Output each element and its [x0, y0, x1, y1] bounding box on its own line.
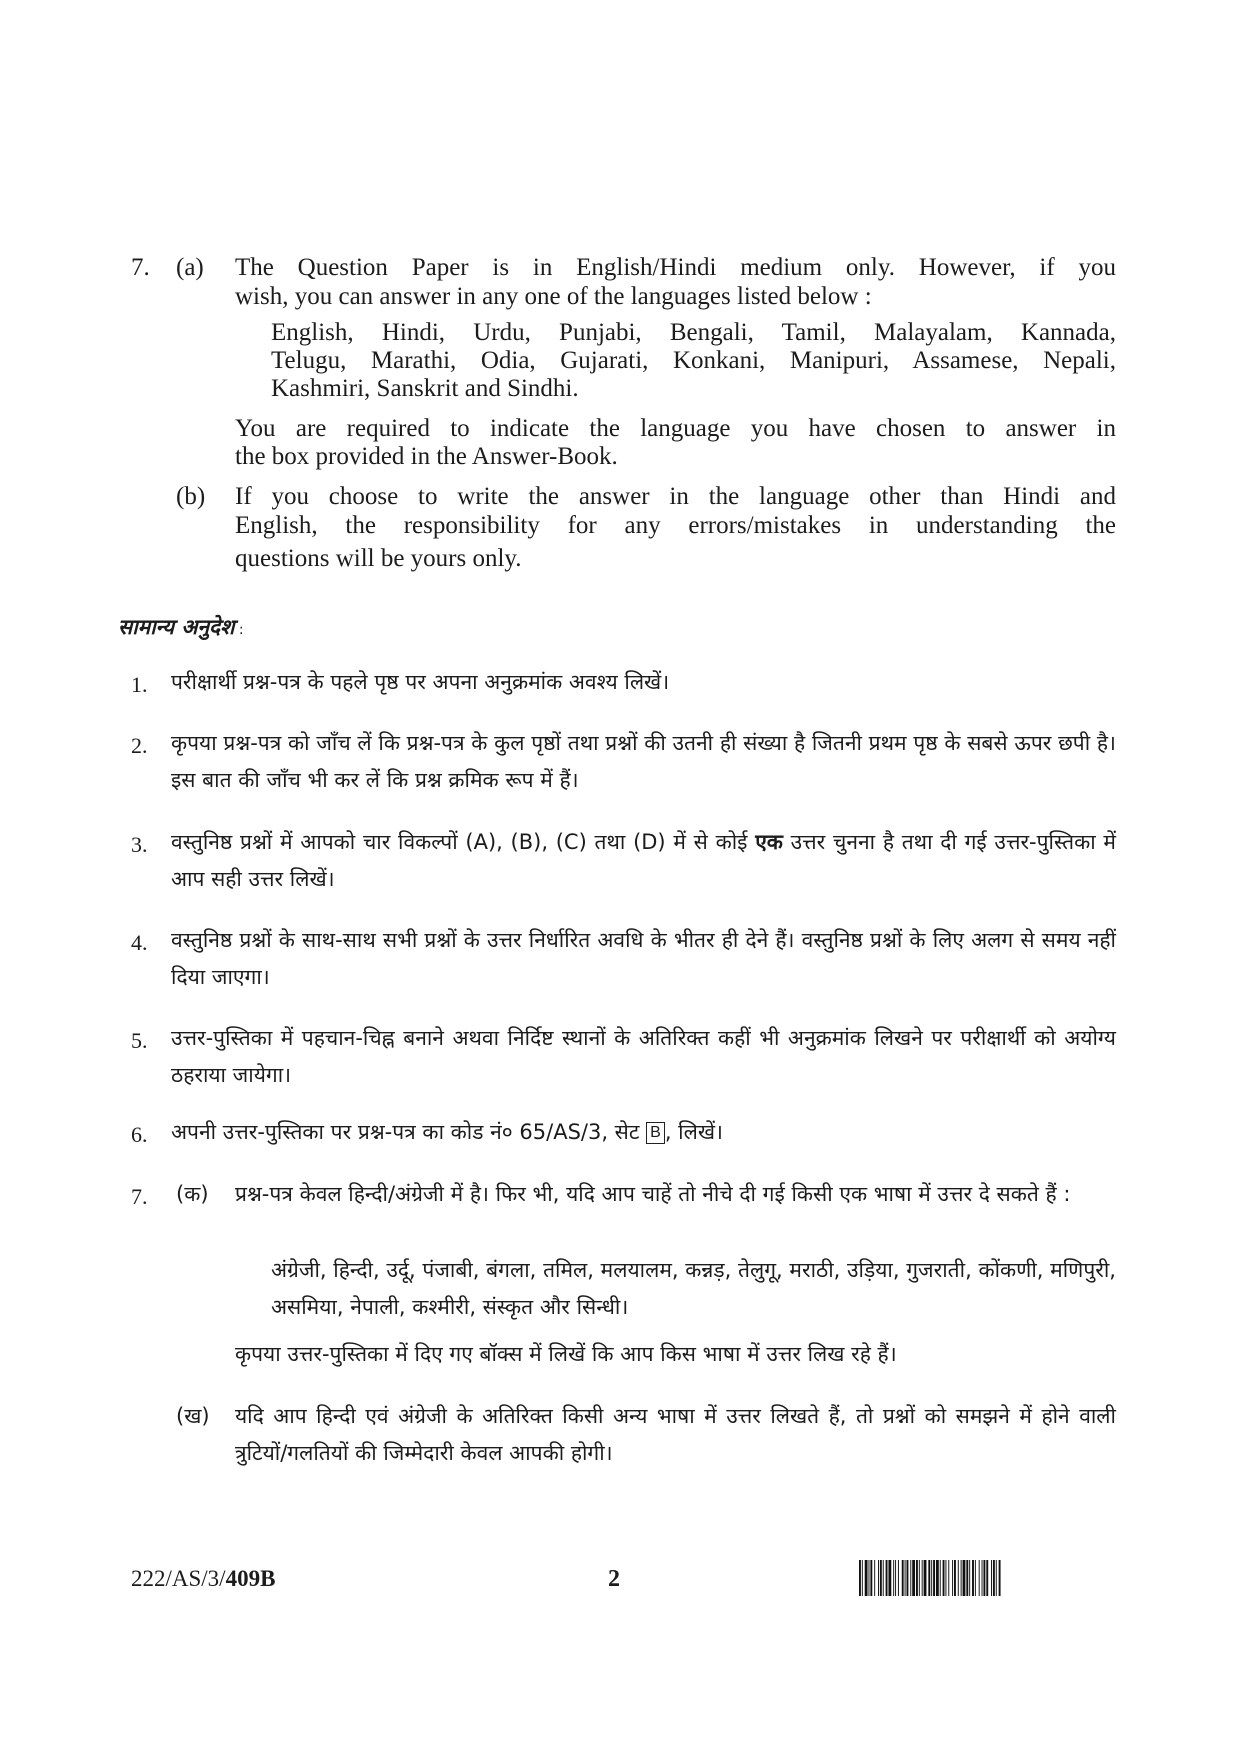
- instruction-text: कृपया प्रश्न-पत्र को जाँच लें कि प्रश्न-पत्र के कुल पृष्ठों तथा प्रश्नों की उतनी ही संख्या है जितनी प्रथम पृष्ठ के सबसे ऊपर छपी है। इस बात की जाँच भी कर लें कि प्रश्न क्रमिक रूप में हैं।: [171, 731, 1116, 792]
- item-number: 6.: [131, 1122, 148, 1147]
- instruction-text: वस्तुनिष्ठ प्रश्नों में आपको चार विकल्पों (A), (B), (C) तथा (D) में से कोई एक उत्तर चुनना है तथा दी गई उत्तर-पुस्तिका में आप सही उत्तर लिखें।: [171, 830, 1116, 891]
- item-number: 4.: [131, 930, 148, 955]
- instruction-text: यदि आप हिन्दी एवं अंग्रेजी के अतिरिक्त किसी अन्य भाषा में उत्तर लिखते हैं, तो प्रश्नों को समझने में होने वाली त्रुटियों/गलतियों की जिम्मेदारी केवल आपकी होगी।: [235, 1404, 1116, 1465]
- item-number: 1.: [131, 672, 148, 697]
- instruction-text: प्रश्न-पत्र केवल हिन्दी/अंग्रेजी में है। फिर भी, यदि आप चाहें तो नीचे दी गई किसी एक भाषा में उत्तर दे सकते हैं :: [235, 1182, 1071, 1206]
- paper-code: 222/AS/3/409B: [131, 1566, 276, 1591]
- instruction-text: परीक्षार्थी प्रश्न-पत्र के पहले पृष्ठ पर अपना अनुक्रमांक अवश्य लिखें।: [171, 670, 670, 694]
- text-line: If you choose to write the answer in the language other than Hindi and: [235, 483, 1116, 510]
- item-number: 3.: [131, 832, 148, 857]
- instruction-text: उत्तर-पुस्तिका में पहचान-चिह्न बनाने अथवा निर्दिष्ट स्थानों के अतिरिक्त कहीं भी अनुक्रमांक लिखने पर परीक्षार्थी को अयोग्य ठहराया जायेगा।: [171, 1026, 1116, 1087]
- language-list-line: English, Hindi, Urdu, Punjabi, Bengali, Tamil, Malayalam, Kannada,: [271, 319, 1116, 346]
- item-number: 2.: [131, 733, 148, 758]
- subitem-label: (a): [176, 254, 204, 281]
- barcode: [859, 1560, 1116, 1596]
- text-line: English, the responsibility for any errors/mistakes in understanding the: [235, 512, 1116, 539]
- subitem-label: (b): [176, 483, 206, 510]
- language-list-line: Kashmiri, Sanskrit and Sindhi.: [271, 375, 579, 402]
- item-number: 7.: [131, 254, 150, 281]
- language-list-line: Telugu, Marathi, Odia, Gujarati, Konkani, Manipuri, Assamese, Nepali,: [271, 347, 1116, 374]
- set-code-box: B: [646, 1122, 665, 1144]
- instruction-text: वस्तुनिष्ठ प्रश्नों के साथ-साथ सभी प्रश्नों के उत्तर निर्धारित अवधि के भीतर ही देने हैं। वस्तुनिष्ठ प्रश्नों के लिए अलग से समय नहीं दिया जाएगा।: [171, 928, 1116, 989]
- page-number: 2: [608, 1566, 620, 1592]
- text-line: You are required to indicate the language you have chosen to answer in: [235, 415, 1116, 442]
- instruction-text: अपनी उत्तर-पुस्तिका पर प्रश्न-पत्र का कोड नं० 65/AS/3, सेट B , लिखें।: [171, 1120, 723, 1144]
- language-list: अंग्रेजी, हिन्दी, उर्दू, पंजाबी, बंगला, तमिल, मलयालम, कन्नड़, तेलुगू, मराठी, उड़िया, गुजराती, कोंकणी, मणिपुरी, असमिया, नेपाली, कश्मीरी, संस्कृत और सिन्धी।: [271, 1258, 1116, 1319]
- text-line: questions will be yours only.: [235, 545, 522, 572]
- section-heading: सामान्य अनुदेश :: [118, 615, 244, 639]
- subitem-label: (ख): [176, 1404, 210, 1428]
- instruction-text: कृपया उत्तर-पुस्तिका में दिए गए बॉक्स में लिखें कि आप किस भाषा में उत्तर लिख रहे हैं।: [235, 1342, 897, 1366]
- text-line: the box provided in the Answer-Book.: [235, 443, 618, 470]
- text-line: The Question Paper is in English/Hindi medium only. However, if you: [235, 254, 1116, 281]
- item-number: 7.: [131, 1184, 148, 1209]
- text-line: wish, you can answer in any one of the languages listed below :: [235, 283, 872, 310]
- subitem-label: (क): [176, 1182, 209, 1206]
- item-number: 5.: [131, 1028, 148, 1053]
